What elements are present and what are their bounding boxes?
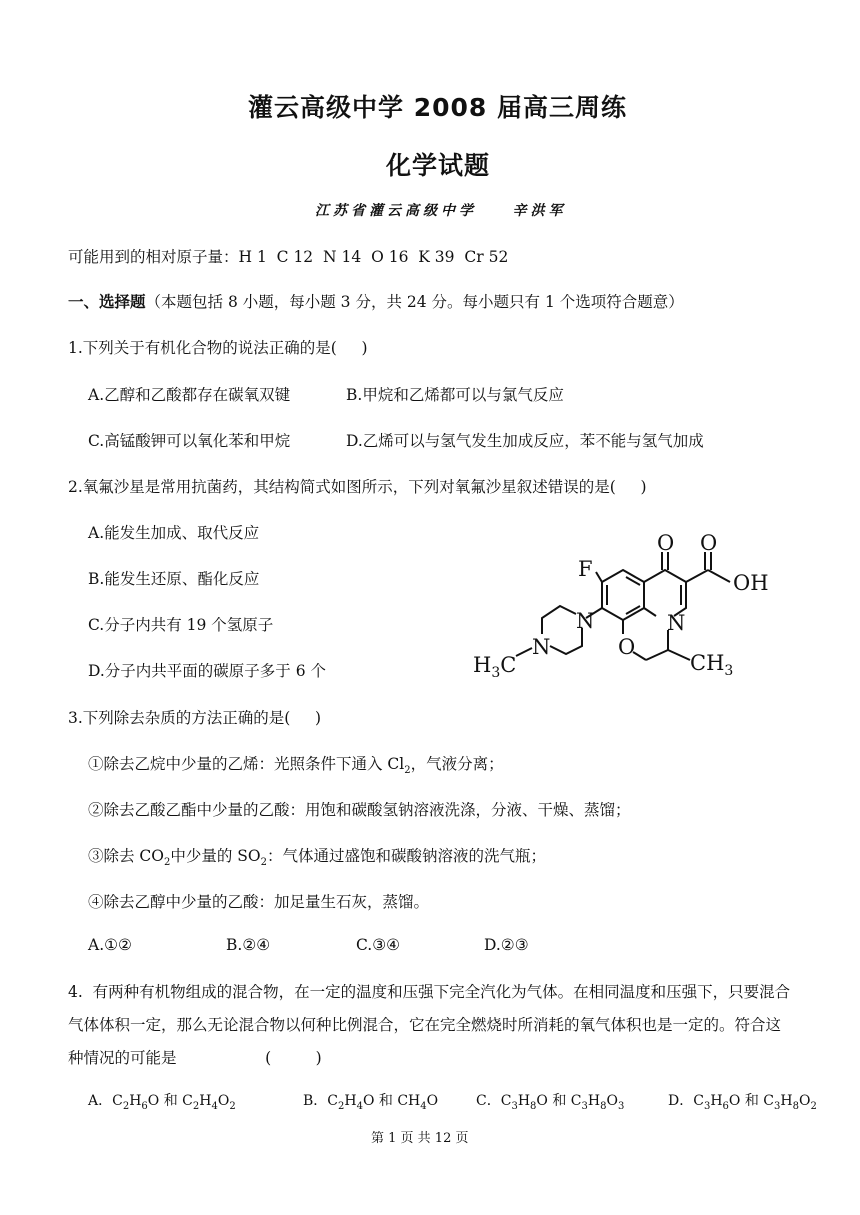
atom-oh: OH — [733, 571, 769, 595]
q3-item-2: ②除去乙酸乙酯中少量的乙酸：用饱和碳酸氢钠溶液洗涤，分液、干燥、蒸馏； — [88, 801, 631, 819]
q1-option-c: C.高锰酸钾可以氧化苯和甲烷 — [88, 432, 291, 450]
q2-option-a: A.能发生加成、取代反应 — [88, 524, 260, 542]
q3-option-d: D.②③ — [484, 936, 529, 954]
atomic-masses: 可能用到的相对原子量：H 1 C 12 N 14 O 16 K 39 Cr 52 — [68, 248, 509, 266]
q4-option-a: A．$C_2H_6O$ 和 $C_2H_4O_2$ — [88, 1093, 236, 1112]
q4-option-b: B．$C_2H_4O$ 和 $CH_4O$ — [303, 1093, 439, 1112]
q3-option-a: A.①② — [88, 936, 132, 954]
q4-stem: 4. 有两种有机物组成的混合物，在一定的温度和压强下完全汽化为气体。在相同温度和压强下，只要混合气体体积一定，那么无论混合物以何种比例混合，它在完全燃烧时所消耗的氧气体积也是一定的。符合这种情况的可能是 ( ) — [68, 983, 791, 1067]
q4-option-c: C．$C_3H_8O$ 和 $C_3H_8O_3$ — [476, 1093, 625, 1112]
section-heading — [68, 290, 684, 312]
q3-item-3: ③除去 $CO_2$中少量的 $SO_2$：气体通过盛饱和碳酸钠溶液的洗气瓶； — [88, 847, 547, 869]
q3-item-1: ①除去乙烷中少量的乙烯：光照条件下通入 $Cl_2$，气液分离； — [88, 755, 504, 777]
group-ch3: $CH_3$ — [690, 651, 734, 679]
q3-stem: 3.下列除去杂质的方法正确的是( ) — [68, 709, 322, 727]
q2-option-c: C.分子内共有 19 个氢原子 — [88, 616, 274, 634]
atom-n-piperazine-1: N — [576, 609, 595, 633]
q2-stem: 2.氧氟沙星是常用抗菌药，其结构简式如图所示，下列对氧氟沙星叙述错误的是( ) — [68, 478, 647, 496]
section-note: （本题包括 8 小题，每小题 3 分，共 24 分。每小题只有 1 个选项符合题意） — [145, 293, 684, 311]
atom-n-ring: N — [667, 611, 686, 635]
section-label: 一、选择题 — [68, 292, 146, 311]
ofloxacin-structure — [468, 530, 788, 690]
document-title: 灌云高级中学 2008 届高三周练 — [248, 93, 627, 122]
group-h3c: $H_3C$ — [473, 653, 517, 681]
page-footer: 第 1 页 共 12 页 — [371, 1131, 469, 1146]
document-subtitle: 化学试题 — [386, 151, 491, 180]
q4-option-d: D．$C_3H_6O$ 和 $C_3H_8O_2$ — [668, 1093, 817, 1112]
q3-item-4: ④除去乙醇中少量的乙酸：加足量生石灰，蒸馏。 — [88, 893, 430, 911]
atom-o-ring: O — [618, 635, 636, 659]
q2-option-d: D.分子内共平面的碳原子多于 6 个 — [88, 662, 327, 680]
q2-option-b: B.能发生还原、酯化反应 — [88, 570, 260, 588]
q1-stem: 1.下列关于有机化合物的说法正确的是( ) — [68, 339, 368, 357]
atom-n-piperazine-2: N — [532, 635, 551, 659]
atom-o-acid: O — [700, 531, 718, 555]
q1-option-a: A.乙醇和乙酸都存在碳氧双键 — [88, 386, 291, 404]
atom-f: F — [578, 557, 593, 581]
q3-option-c: C.③④ — [356, 936, 401, 954]
q1-option-d: D.乙烯可以与氢气发生加成反应，苯不能与氢气加成 — [346, 432, 704, 450]
q1-option-b: B.甲烷和乙烯都可以与氯气反应 — [346, 386, 564, 404]
benzene-ring — [602, 570, 644, 620]
author-line: 江苏省灌云高级中学 辛洪军 — [315, 203, 567, 219]
atom-o-keto: O — [657, 531, 675, 555]
q3-option-b: B.②④ — [226, 936, 271, 954]
